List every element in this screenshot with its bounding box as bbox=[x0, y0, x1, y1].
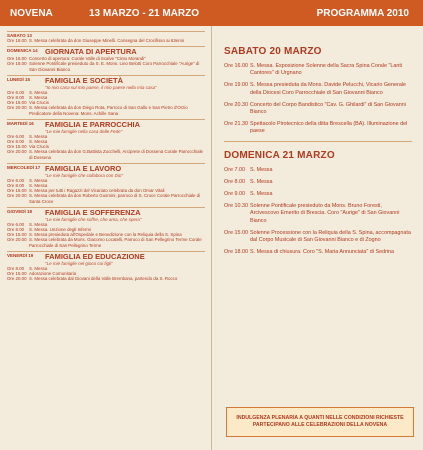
event-row bbox=[224, 230, 412, 244]
event-desc: S. Messa di chiusura. Coro "S. Maria Annunciata" di Sedrina bbox=[250, 249, 395, 256]
day-title-wrap bbox=[45, 253, 205, 266]
day-title-wrap bbox=[45, 209, 205, 222]
event-desc: S. Messa celebrata da don Giuseppe Minelli. Consegna del Crocifisso ai 63enni bbox=[29, 38, 184, 43]
day-header bbox=[7, 75, 205, 90]
event-desc: S. Messa celebrata da Mons. Giacomo Locatelli, Parroco di San Pellegrino Terme Corale Parrocchiale di San Pellegrino Terme bbox=[29, 237, 202, 248]
day-heading: SABATO 20 MARZO bbox=[224, 46, 322, 57]
event-time: Ore 15.00 bbox=[7, 100, 27, 106]
event-time: Ore 20.00 bbox=[7, 105, 27, 111]
day-label: LUNEDÌ 15 bbox=[7, 76, 31, 82]
indulgence-box bbox=[226, 407, 414, 437]
event-desc: S. Messa bbox=[29, 89, 48, 95]
event-row bbox=[224, 167, 412, 174]
event-desc: Solenne Processione con la Reliquia della S. Spina, accompagnata dal Corpo Musicale di San Giovanni Bianco e di Zogno bbox=[250, 229, 411, 244]
event-row bbox=[7, 105, 205, 115]
event-time: Ore 20.00 bbox=[7, 237, 27, 243]
event-desc: Via Crucis bbox=[29, 144, 49, 150]
event-desc: Spettacolo Pirotecnico della ditta Brescella (BA). Illuminazione del paese bbox=[250, 121, 408, 135]
novena-title: NOVENA bbox=[10, 7, 53, 19]
event-desc: Concerto di apertura: Corale Valle di Scalve "Cinto Morandi" bbox=[29, 56, 146, 62]
day-block bbox=[7, 251, 205, 282]
day-subtitle: "Le mie famiglie che collabora con Dio" bbox=[45, 172, 123, 178]
event-desc: Via Crucis bbox=[29, 100, 49, 106]
event-time: Ore 8.00 bbox=[7, 227, 25, 233]
event-time: Ore 15.00 bbox=[224, 229, 248, 236]
event-row bbox=[7, 38, 205, 43]
event-time: Ore 6.00 bbox=[7, 177, 25, 183]
event-desc: S. Messa bbox=[29, 221, 48, 227]
event-time: Ore 15.00 bbox=[7, 144, 27, 150]
day-block bbox=[7, 207, 205, 248]
event-desc: S. Messa bbox=[29, 133, 48, 139]
event-desc: S. Messa. Unzione degli Infermi bbox=[29, 227, 91, 233]
event-row bbox=[7, 193, 205, 203]
event-desc: S. Messa presieduta all'Ospedale e Benedizione con la Reliquia della S. Spina bbox=[29, 232, 182, 238]
event-row bbox=[7, 61, 205, 71]
day-label: DOMENICA 14 bbox=[7, 48, 38, 54]
day-label: GIOVEDÌ 18 bbox=[7, 208, 33, 214]
right-column bbox=[224, 38, 412, 261]
event-row bbox=[224, 121, 412, 135]
event-desc: Concerto del Corpo Bandistico "Cav. G. Ghilardi" di San Giovanni Bianco bbox=[250, 101, 406, 116]
event-time: Ore 6.00 bbox=[7, 221, 25, 227]
day-heading: DOMENICA 21 MARZO bbox=[224, 149, 335, 161]
event-row bbox=[224, 63, 412, 77]
day-label: VENERDÌ 19 bbox=[7, 252, 34, 258]
day-header bbox=[7, 46, 205, 56]
day-subtitle: "Le mie famiglie che soffre, che ama, che spera" bbox=[45, 216, 142, 222]
event-time: Ore 8.00 bbox=[7, 139, 25, 145]
event-time: Ore 7.00 bbox=[224, 166, 245, 173]
left-column bbox=[7, 31, 205, 448]
day-title: GIORNATA DI APERTURA bbox=[45, 47, 137, 57]
event-time: Ore 20.00 bbox=[7, 149, 27, 155]
programma-title: PROGRAMMA 2010 bbox=[316, 7, 409, 19]
event-desc: S. Messa bbox=[250, 178, 273, 185]
event-desc: S. Messa celebrata da don Roberto Gusmini, parroco di S. Croce Corale Parrocchiale di Santa Croce bbox=[29, 193, 201, 204]
day-block bbox=[7, 75, 205, 116]
event-desc: S. Messa per tutti i Ragazzi del Vicariato celebrata da don Omar Vitali bbox=[29, 188, 165, 194]
event-time: Ore 8.00 bbox=[7, 95, 25, 101]
header-right bbox=[211, 8, 423, 19]
event-desc: Adorazione Comunitaria bbox=[29, 271, 77, 277]
day-label: MARTEDÌ 16 bbox=[7, 120, 34, 126]
event-row bbox=[7, 237, 205, 247]
event-desc: S. Messa bbox=[250, 166, 273, 173]
event-time: Ore 16.00 bbox=[224, 63, 248, 69]
header-left bbox=[0, 8, 211, 19]
day-title-wrap bbox=[45, 121, 205, 134]
event-row bbox=[224, 249, 412, 256]
event-time: Ore 10.30 bbox=[224, 203, 248, 210]
day-title: FAMIGLIA ED EDUCAZIONE bbox=[45, 251, 145, 261]
section-divider bbox=[224, 141, 412, 142]
day-label: MERCOLEDÌ 17 bbox=[7, 164, 41, 170]
event-desc: S. Messa celebrata dal Giovani della Valle Brembana, partendo da S. Rocco bbox=[29, 276, 178, 282]
day-header bbox=[7, 163, 205, 178]
event-time: Ore 21.30 bbox=[224, 121, 248, 128]
day-block bbox=[7, 119, 205, 160]
event-row bbox=[7, 149, 205, 159]
event-time: Ore 20.30 bbox=[224, 101, 248, 108]
event-time: Ore 16.00 bbox=[7, 56, 27, 62]
event-time: Ore 18.00 bbox=[7, 38, 27, 43]
event-desc: S. Messa celebrata da don Diego Rota, Parroco di San Gallo e San Pietro d'Orzio Predicatore della Novena: Mons. Achille Sana bbox=[29, 105, 188, 116]
event-desc: S. Messa bbox=[29, 183, 48, 189]
day-block bbox=[7, 163, 205, 204]
day-header bbox=[7, 251, 205, 266]
day-title: FAMIGLIA E SOCIETÀ bbox=[45, 75, 124, 85]
event-desc: Solenne Pontificale presieduto da Mons. Bruno Foresti, Arcivescovo Emerito di Brescia. Coro "Aurige" di San Giovanni Bianco bbox=[250, 203, 400, 224]
day-title-wrap bbox=[45, 48, 205, 56]
event-time: Ore 8.00 bbox=[7, 265, 25, 271]
novena-dates: 13 MARZO - 21 MARZO bbox=[88, 7, 199, 19]
event-row bbox=[224, 102, 412, 116]
event-time: Ore 20.00 bbox=[7, 276, 27, 282]
event-desc: S. Messa bbox=[29, 177, 48, 183]
event-time: Ore 8.00 bbox=[224, 178, 245, 185]
day-header bbox=[7, 31, 205, 38]
day-block bbox=[7, 46, 205, 72]
day-title: FAMIGLIA E LAVORO bbox=[45, 163, 122, 173]
event-desc: S. Messa presieduta da Mons. Davide Pelucchi, Vicario Generale della Diocesi Coro Parrocchiale di San Giovanni Bianco bbox=[250, 82, 407, 96]
day-header bbox=[7, 119, 205, 134]
event-row bbox=[7, 276, 205, 281]
event-desc: S. Messa bbox=[29, 95, 48, 101]
event-desc: S. Messa celebrata da don G.Battista Zucchelli, Arciprete di Dossena Corale Parrocchiale di Dossena bbox=[29, 149, 204, 160]
day-subtitle: "Le mie famiglie nel gioco coi figli" bbox=[45, 260, 113, 266]
event-row bbox=[224, 82, 412, 96]
event-desc: S. Messa. Esposizione Solenne della Sacra Spina Corale "Lanti Cantores" di Urgnano bbox=[250, 63, 403, 77]
event-desc: S. Messa bbox=[250, 191, 273, 198]
day-label: SABATO 13 bbox=[7, 33, 32, 38]
day-subtitle: "Io mio casa sul mio paese, il mio paese nella mia casa" bbox=[45, 84, 157, 90]
event-row bbox=[224, 191, 412, 198]
day-title: FAMIGLIA E SOFFERENZA bbox=[45, 207, 141, 217]
day-title: FAMIGLIA E PARROCCHIA bbox=[45, 119, 140, 129]
day-title-wrap bbox=[45, 77, 205, 90]
event-row bbox=[224, 179, 412, 186]
event-time: Ore 15.00 bbox=[7, 232, 27, 238]
day-header bbox=[7, 207, 205, 222]
day-block bbox=[7, 31, 205, 43]
day-title-wrap bbox=[45, 165, 205, 178]
event-desc: S. Messa bbox=[29, 139, 48, 145]
event-time: Ore 6.00 bbox=[7, 133, 25, 139]
event-time: Ore 18.00 bbox=[7, 61, 27, 67]
fold-line bbox=[211, 26, 212, 450]
indulgence-text: INDULGENZA PLENARIA A QUANTI NELLE CONDIZIONI RICHIESTE PARTECIPANO ALLE CELEBRAZIONI DELLA NOVENA bbox=[236, 415, 404, 428]
event-time: Ore 8.00 bbox=[7, 183, 25, 189]
day-subtitle: "Le mie famiglie nella casa delle Fede" bbox=[45, 128, 123, 134]
event-time: Ore 20.00 bbox=[7, 193, 27, 199]
event-time: Ore 19.00 bbox=[224, 82, 248, 89]
event-desc: Solenne Pontificale presieduto da S. E. Mons. Lino Belotti Coro Parrocchiale "Aurige" di San Giovanni Bianco bbox=[29, 61, 200, 72]
event-time: Ore 18.00 bbox=[224, 249, 248, 256]
event-time: Ore 15.00 bbox=[7, 271, 27, 277]
event-desc: S. Messa bbox=[29, 265, 48, 271]
event-time: Ore 15.00 bbox=[7, 188, 27, 194]
event-time: Ore 9.00 bbox=[224, 191, 245, 198]
event-time: Ore 6.00 bbox=[7, 89, 25, 95]
header-bar bbox=[0, 0, 423, 26]
event-row bbox=[224, 203, 412, 225]
